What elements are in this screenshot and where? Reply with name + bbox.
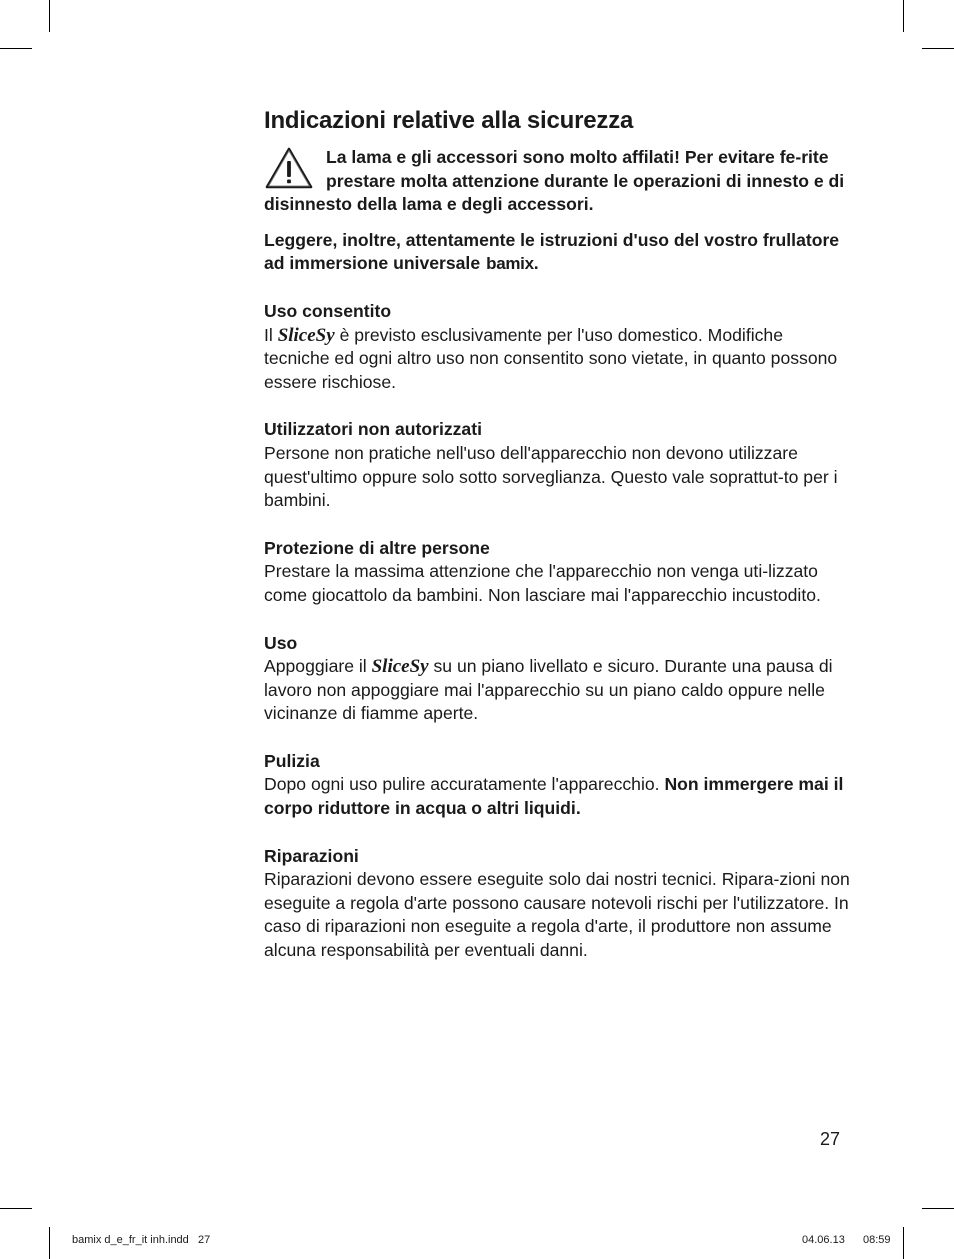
warning-triangle-icon — [264, 146, 314, 190]
section-pulizia — [264, 750, 852, 821]
section-heading: Uso consentito — [264, 300, 392, 321]
intro-end: . — [533, 253, 539, 274]
section-heading: Uso — [264, 632, 298, 653]
crop-mark — [0, 1208, 32, 1209]
text-fragment: su un piano livellato e sicuro. Durante una pausa di lavoro non appoggiare mai l'apparecchio su un piano caldo oppure nelle vicinanze di fiamme aperte. — [264, 656, 833, 724]
section-uso-consentito — [264, 300, 852, 394]
text-fragment: Appoggiare il — [264, 656, 372, 677]
section-text — [264, 773, 852, 820]
page-number: 27 — [820, 1129, 841, 1149]
section-text: Riparazioni devono essere eseguite solo dai nostri tecnici. Ripara-zioni non eseguite a regola d'arte possono causare notevoli rischi per l'utilizzatore. In caso di riparazioni non eseguite a regola d'arte, il produttore non assume alcuna responsabilità per eventuali danni. — [264, 869, 850, 961]
crop-mark — [49, 1227, 50, 1259]
section-text — [264, 655, 852, 726]
section-protezione — [264, 537, 852, 608]
intro-text: Leggere, inoltre, attentamente le istruzioni d'uso del vostro frullatore ad immersione universale — [264, 229, 840, 274]
intro-paragraph — [264, 217, 852, 276]
section-text: Prestare la massima attenzione che l'apparecchio non venga uti-lizzato come giocattolo da bambini. Non lasciare mai l'apparecchio incustodito. — [264, 561, 821, 605]
slicesy-logo: SliceSy — [371, 656, 429, 678]
crop-mark — [903, 0, 904, 32]
text-fragment: è previsto esclusivamente per l'uso domestico. Modifiche tecniche ed ogni altro uso non consentito sono vietate, in quanto possono essere rischiose. — [264, 324, 838, 392]
section-utilizzatori — [264, 418, 852, 512]
section-riparazioni — [264, 845, 852, 963]
page-title: Indicazioni relative alla sicurezza — [264, 107, 634, 134]
crop-mark — [922, 48, 954, 49]
section-heading: Utilizzatori non autorizzati — [264, 419, 482, 440]
crop-mark — [922, 1208, 954, 1209]
text-fragment: Il — [264, 324, 278, 345]
section-heading: Riparazioni — [264, 845, 359, 866]
document-body — [264, 106, 852, 963]
bold-warning-text: Non immergere mai il corpo riduttore in acqua o altri liquidi. — [264, 774, 844, 819]
section-text — [264, 324, 852, 395]
bamix-logo: bamix — [486, 254, 534, 274]
section-heading: Protezione di altre persone — [264, 537, 490, 558]
crop-mark — [903, 1227, 904, 1259]
slicesy-logo: SliceSy — [277, 324, 335, 346]
warning-block — [264, 146, 852, 217]
crop-mark — [0, 48, 32, 49]
footer-filename: bamix d_e_fr_it inh.indd 27 — [72, 1234, 211, 1246]
footer-timestamp: 04.06.13 08:59 — [802, 1234, 891, 1246]
section-text: Persone non pratiche nell'uso dell'apparecchio non devono utilizzare quest'ultimo oppure solo sotto sorveglianza. Questo vale soprattut-to per i bambini. — [264, 442, 838, 511]
section-heading: Pulizia — [264, 750, 320, 771]
section-uso — [264, 632, 852, 726]
text-fragment: Dopo ogni uso pulire accuratamente l'apparecchio. — [264, 774, 665, 795]
crop-mark — [49, 0, 50, 32]
warning-text: La lama e gli accessori sono molto affilati! Per evitare fe-rite prestare molta attenzione durante le operazioni di innesto e di disinnesto della lama e degli accessori. — [264, 147, 845, 215]
